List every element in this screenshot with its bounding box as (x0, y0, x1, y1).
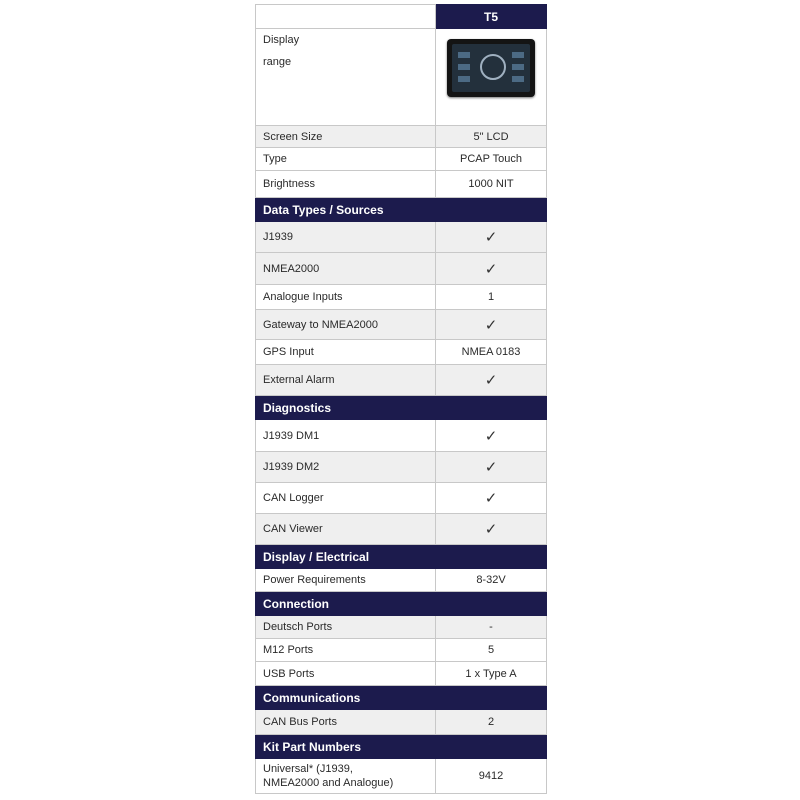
row-label: CAN Viewer (256, 514, 436, 545)
row-value: 1000 NIT (436, 171, 547, 198)
table-row (256, 365, 547, 396)
row-value: 1 (436, 285, 547, 310)
row-label: Gateway to NMEA2000 (256, 310, 436, 340)
section-title: Diagnostics (256, 396, 547, 420)
row-label: CAN Bus Ports (256, 710, 436, 735)
spec-table (255, 4, 547, 794)
check-icon: ✓ (436, 253, 547, 285)
row-label: Deutsch Ports (256, 616, 436, 639)
device-image-cell (436, 29, 547, 126)
row-value: 1 x Type A (436, 662, 547, 686)
row-label: External Alarm (256, 365, 436, 396)
table-row (256, 616, 547, 639)
check-icon: ✓ (436, 222, 547, 253)
row-label: J1939 (256, 222, 436, 253)
table-row (256, 222, 547, 253)
row-label: J1939 DM1 (256, 420, 436, 452)
row-label: Type (256, 148, 436, 171)
section-title: Connection (256, 592, 547, 616)
row-label: USB Ports (256, 662, 436, 686)
row-label: M12 Ports (256, 639, 436, 662)
section-header (256, 198, 547, 222)
row-label (256, 759, 436, 794)
section-header (256, 686, 547, 710)
table-row (256, 514, 547, 545)
table-row (256, 759, 547, 794)
row-value: PCAP Touch (436, 148, 547, 171)
row-label: Brightness (256, 171, 436, 198)
column-title: T5 (436, 5, 547, 29)
row-label-line1: Universal* (J1939, (263, 763, 353, 775)
row-label: GPS Input (256, 340, 436, 365)
check-icon: ✓ (436, 452, 547, 483)
check-icon: ✓ (436, 514, 547, 545)
table-row (256, 253, 547, 285)
section-title: Kit Part Numbers (256, 735, 547, 759)
row-value: NMEA 0183 (436, 340, 547, 365)
row-value: - (436, 616, 547, 639)
section-header (256, 592, 547, 616)
section-title: Display / Electrical (256, 545, 547, 569)
check-icon: ✓ (436, 420, 547, 452)
check-icon: ✓ (436, 310, 547, 340)
header-blank-cell (256, 5, 436, 29)
table-row (256, 126, 547, 148)
section-title: Communications (256, 686, 547, 710)
row-value: 8-32V (436, 569, 547, 592)
table-row (256, 148, 547, 171)
row-label: Power Requirements (256, 569, 436, 592)
table-row (256, 285, 547, 310)
section-title: Data Types / Sources (256, 198, 547, 222)
section-header (256, 735, 547, 759)
range-row (256, 29, 547, 126)
table-row (256, 662, 547, 686)
row-value: 2 (436, 710, 547, 735)
section-header (256, 396, 547, 420)
range-title (256, 29, 436, 126)
table-row (256, 569, 547, 592)
table-row (256, 340, 547, 365)
display-screen-icon (447, 39, 535, 97)
row-value: 5 (436, 639, 547, 662)
range-title-line2: range (263, 56, 292, 68)
row-label: Analogue Inputs (256, 285, 436, 310)
table-row (256, 452, 547, 483)
table-row (256, 639, 547, 662)
table-row (256, 171, 547, 198)
table-row (256, 483, 547, 514)
table-header-row (256, 5, 547, 29)
row-label-line2: NMEA2000 and Analogue) (263, 777, 394, 789)
row-value: 5" LCD (436, 126, 547, 148)
row-label: NMEA2000 (256, 253, 436, 285)
check-icon: ✓ (436, 365, 547, 396)
row-value: 9412 (436, 759, 547, 794)
row-label: CAN Logger (256, 483, 436, 514)
table-row (256, 710, 547, 735)
row-label: J1939 DM2 (256, 452, 436, 483)
table-row (256, 420, 547, 452)
row-label: Screen Size (256, 126, 436, 148)
table-row (256, 310, 547, 340)
section-header (256, 545, 547, 569)
check-icon: ✓ (436, 483, 547, 514)
range-title-line1: Display (263, 34, 300, 46)
